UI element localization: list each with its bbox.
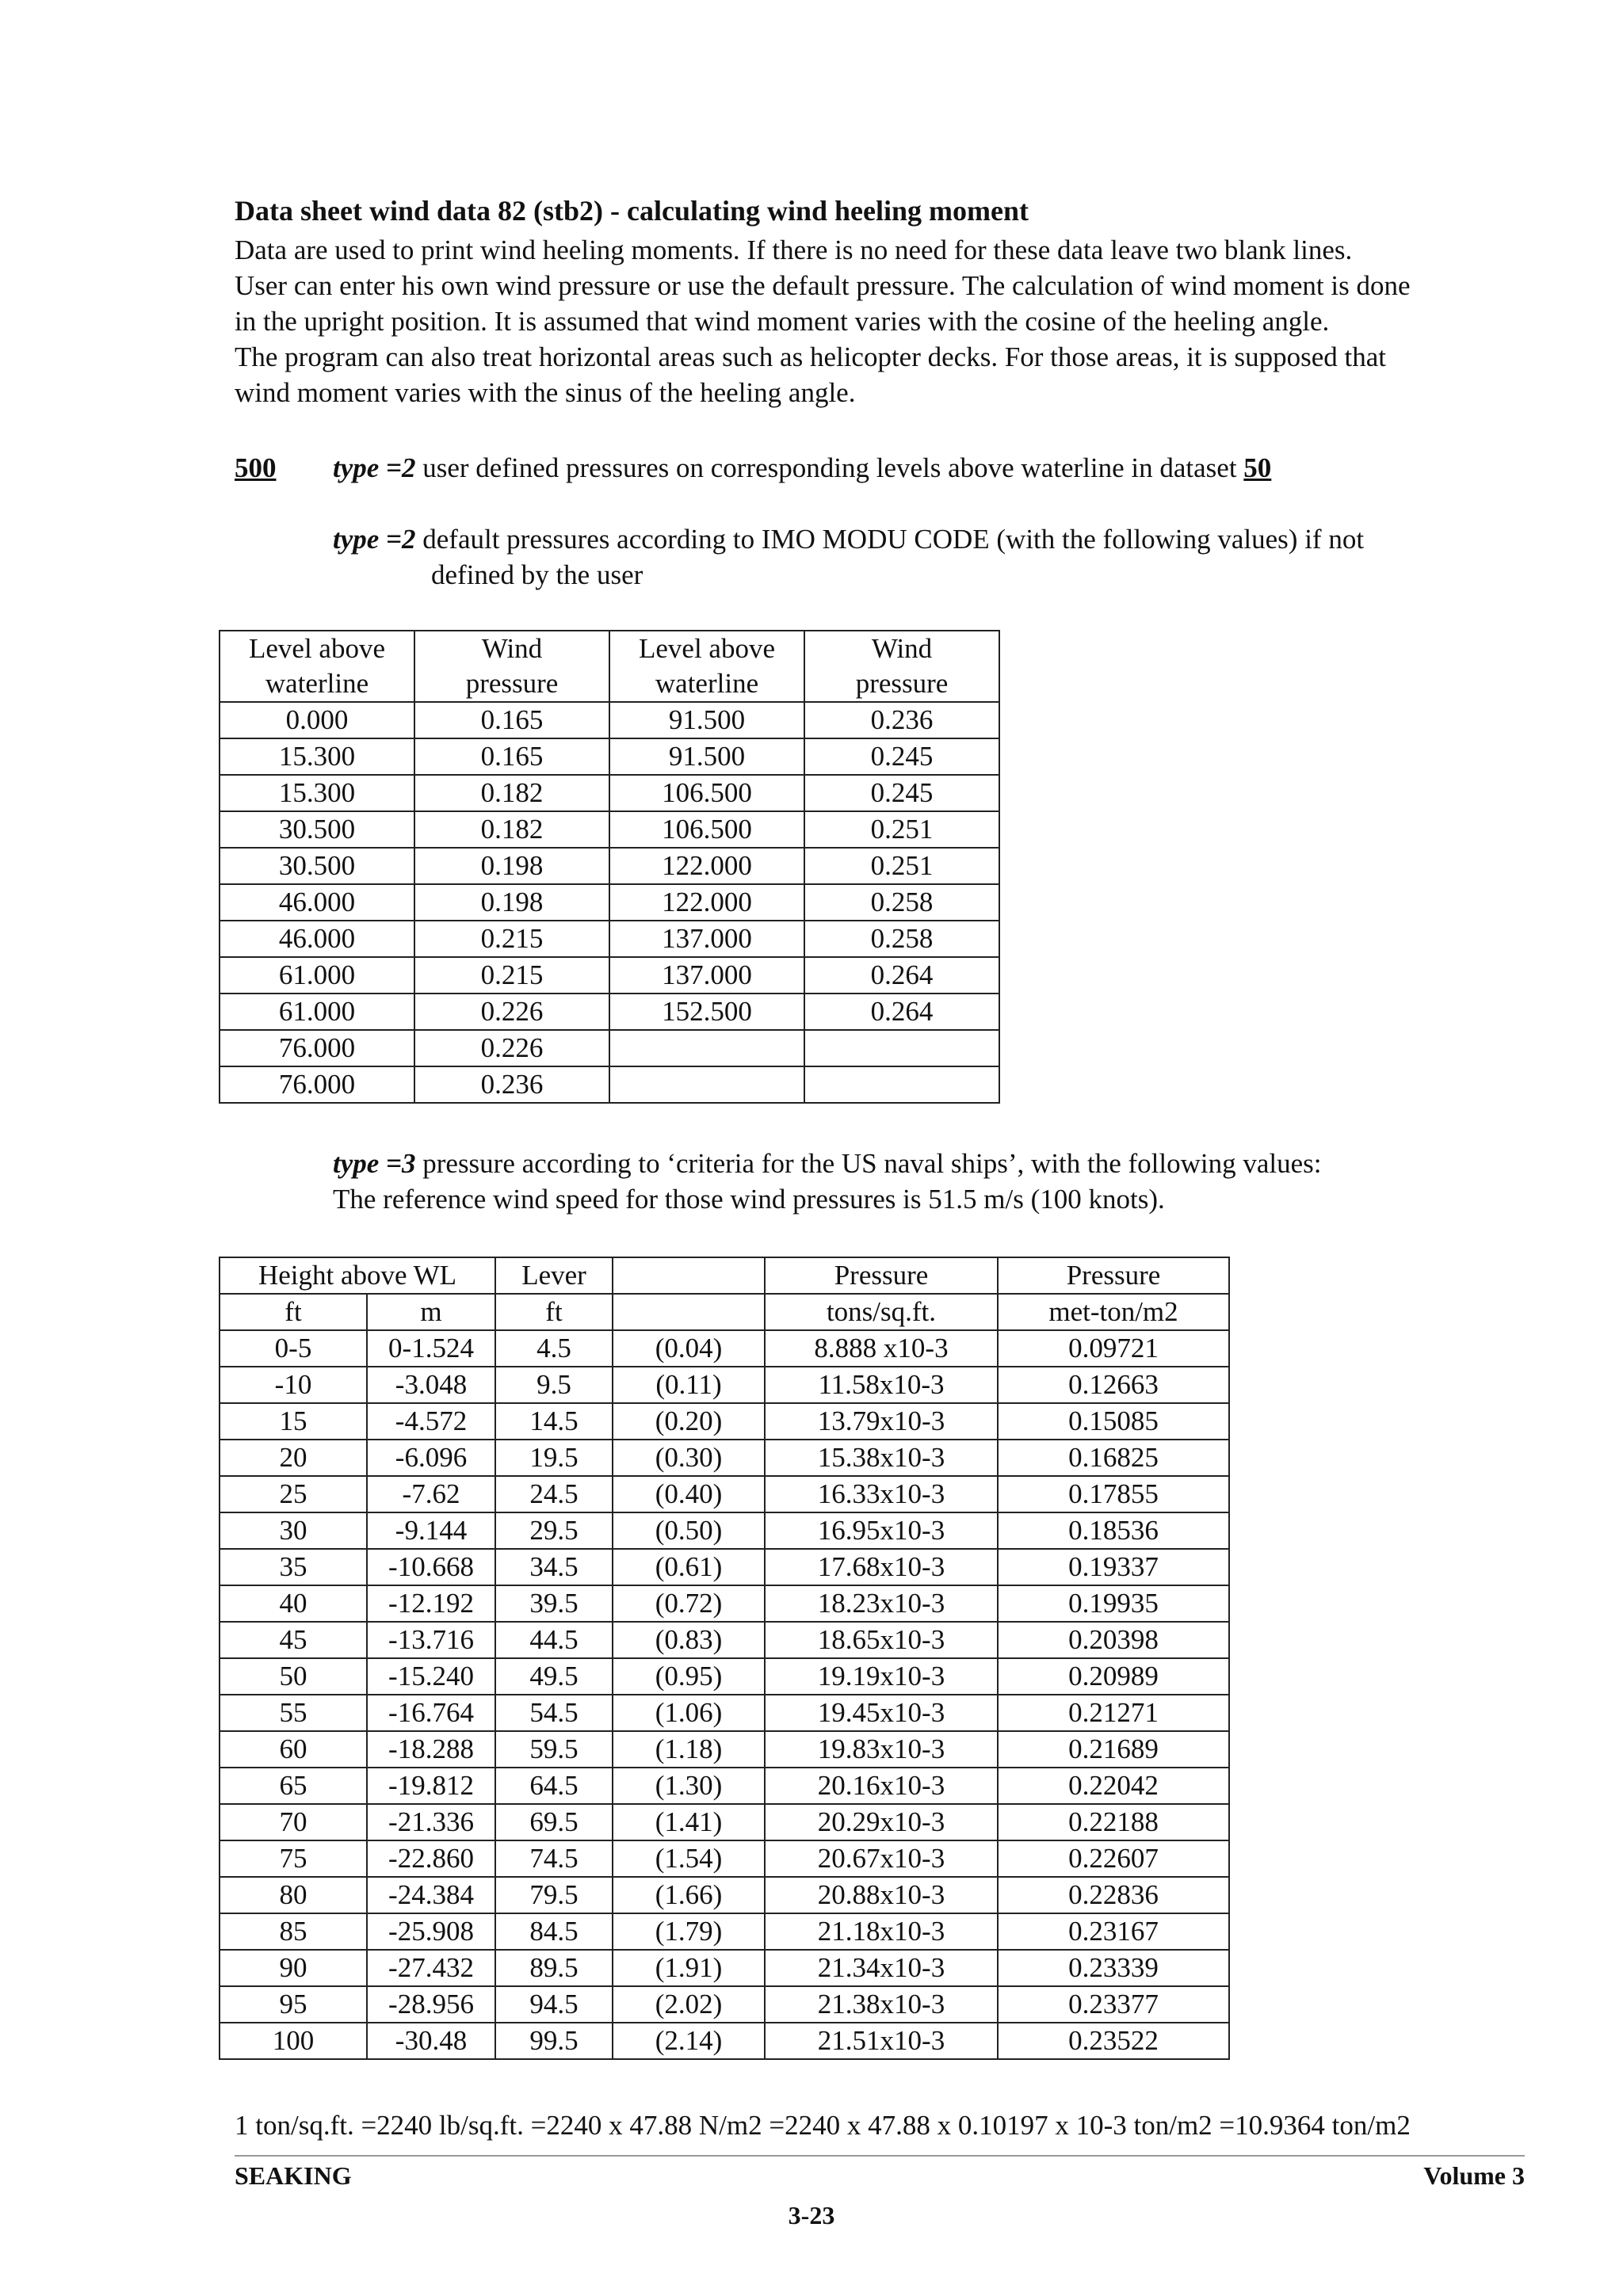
table-cell: 16.95x10-3 — [765, 1512, 998, 1549]
intro-line: in the upright position. It is assumed that wind moment varies with the cosine of the heeling angle. — [235, 306, 1330, 337]
table-cell: 99.5 — [495, 2023, 613, 2059]
table-cell: -6.096 — [367, 1440, 495, 1476]
table-cell: 89.5 — [495, 1950, 613, 1986]
table-cell: 18.23x10-3 — [765, 1585, 998, 1622]
table-cell: -7.62 — [367, 1476, 495, 1512]
table-cell: 30.500 — [220, 811, 414, 848]
table-cell: 122.000 — [609, 884, 804, 921]
table-row — [220, 1440, 1229, 1476]
unit-conversion-note: 1 ton/sq.ft. =2240 lb/sq.ft. =2240 x 47.88 N/m2 =2240 x 47.88 x 0.10197 x 10-3 ton/m2 =10.9364 ton/m2 — [235, 2110, 1411, 2141]
intro-line: Data are used to print wind heeling moments. If there is no need for these data leave two blank lines. — [235, 235, 1353, 265]
type3-text: pressure according to ‘criteria for the US naval ships’, with the following values: — [415, 1148, 1322, 1179]
table-cell: 59.5 — [495, 1731, 613, 1768]
footer-product-name: SEAKING — [235, 2161, 352, 2190]
table-cell: 91.500 — [609, 702, 804, 738]
table-cell: 122.000 — [609, 848, 804, 884]
table-cell: 61.000 — [220, 994, 414, 1030]
table-row — [220, 811, 999, 848]
table-cell: 49.5 — [495, 1658, 613, 1695]
table-cell: 0-1.524 — [367, 1330, 495, 1367]
type-label: type =2 — [333, 524, 416, 555]
table-row — [220, 1367, 1229, 1403]
table-cell: 137.000 — [609, 921, 804, 957]
table-cell: 11.58x10-3 — [765, 1367, 998, 1403]
table-header-cell — [804, 631, 999, 702]
table-row — [220, 1658, 1229, 1695]
table-cell: 0.19935 — [998, 1585, 1229, 1622]
table-row — [220, 1403, 1229, 1440]
reference-speed-text: The reference wind speed for those wind pressures is 51.5 m/s (100 knots). — [333, 1184, 1165, 1215]
table-cell: 0.16825 — [998, 1440, 1229, 1476]
table-cell: 21.34x10-3 — [765, 1950, 998, 1986]
table-cell: 40 — [220, 1585, 367, 1622]
table-cell: 20 — [220, 1440, 367, 1476]
table-cell: 0.22607 — [998, 1840, 1229, 1877]
table-cell: 0.258 — [804, 884, 999, 921]
table-header-cell — [414, 631, 609, 702]
table-cell: 0.198 — [414, 848, 609, 884]
table-row — [220, 775, 999, 811]
table-cell: 21.38x10-3 — [765, 1986, 998, 2023]
table-cell: 95 — [220, 1986, 367, 2023]
table-cell: 76.000 — [220, 1030, 414, 1066]
table-cell: 50 — [220, 1658, 367, 1695]
type2-text-continued: defined by the user — [431, 559, 643, 590]
table-cell: -10.668 — [367, 1549, 495, 1585]
table-cell: 0.245 — [804, 775, 999, 811]
table-cell: 44.5 — [495, 1622, 613, 1658]
table-cell: -21.336 — [367, 1804, 495, 1840]
header-line: waterline — [655, 668, 759, 699]
table-header-cell: m — [367, 1294, 495, 1330]
table-cell: 0.251 — [804, 848, 999, 884]
table-cell: (0.04) — [613, 1330, 765, 1367]
table-cell: 0.23167 — [998, 1913, 1229, 1950]
table-cell: (2.14) — [613, 2023, 765, 2059]
table-cell: -30.48 — [367, 2023, 495, 2059]
table-cell: 0.165 — [414, 738, 609, 775]
table-row — [220, 1804, 1229, 1840]
type-label: type =2 — [333, 452, 416, 483]
table-cell: 0.22042 — [998, 1768, 1229, 1804]
type3-block — [333, 1146, 1322, 1217]
table-cell: 15.300 — [220, 775, 414, 811]
table-row — [220, 1476, 1229, 1512]
table-row — [220, 1330, 1229, 1367]
table-cell: 30.500 — [220, 848, 414, 884]
table-row — [220, 1731, 1229, 1768]
table-cell: (0.83) — [613, 1622, 765, 1658]
table-cell: 70 — [220, 1804, 367, 1840]
table-cell: 0.165 — [414, 702, 609, 738]
table-cell: -4.572 — [367, 1403, 495, 1440]
table-row — [220, 1986, 1229, 2023]
table-cell: 85 — [220, 1913, 367, 1950]
table-header-cell — [609, 631, 804, 702]
table-cell: 35 — [220, 1549, 367, 1585]
table-cell: (0.20) — [613, 1403, 765, 1440]
table-cell: 19.19x10-3 — [765, 1658, 998, 1695]
table-row — [220, 957, 999, 994]
table-cell: 0.236 — [804, 702, 999, 738]
table-cell: 0.20989 — [998, 1658, 1229, 1695]
table-cell: 46.000 — [220, 884, 414, 921]
table-cell: 65 — [220, 1768, 367, 1804]
header-line: Level above — [639, 633, 775, 664]
table-cell: -13.716 — [367, 1622, 495, 1658]
table-cell: 14.5 — [495, 1403, 613, 1440]
table-cell: 90 — [220, 1950, 367, 1986]
table-cell: (1.18) — [613, 1731, 765, 1768]
table-header-row — [220, 1294, 1229, 1330]
table-cell: 84.5 — [495, 1913, 613, 1950]
table-row — [220, 1877, 1229, 1913]
table-cell: 0.20398 — [998, 1622, 1229, 1658]
table-cell: 0.245 — [804, 738, 999, 775]
table-row — [220, 1950, 1229, 1986]
table-cell: 106.500 — [609, 811, 804, 848]
table-cell: 19.45x10-3 — [765, 1695, 998, 1731]
table-cell: -16.764 — [367, 1695, 495, 1731]
table-cell: 15.300 — [220, 738, 414, 775]
table-cell — [609, 1030, 804, 1066]
table-row — [220, 738, 999, 775]
table-cell: (0.61) — [613, 1549, 765, 1585]
table-cell: (0.40) — [613, 1476, 765, 1512]
table-header-cell: Lever — [495, 1257, 613, 1294]
table-cell: 55 — [220, 1695, 367, 1731]
imo-pressure-table — [219, 630, 1000, 1104]
table-cell: 8.888 x10-3 — [765, 1330, 998, 1367]
table-cell: 45 — [220, 1622, 367, 1658]
table-cell: 21.51x10-3 — [765, 2023, 998, 2059]
table-cell: 24.5 — [495, 1476, 613, 1512]
table-row — [220, 702, 999, 738]
table-cell — [609, 1066, 804, 1103]
table-cell: 0.09721 — [998, 1330, 1229, 1367]
table-row — [220, 884, 999, 921]
table-cell: 19.83x10-3 — [765, 1731, 998, 1768]
table-cell: (1.30) — [613, 1768, 765, 1804]
table-row — [220, 1695, 1229, 1731]
table-row — [220, 1066, 999, 1103]
table-cell: 91.500 — [609, 738, 804, 775]
table-cell: 34.5 — [495, 1549, 613, 1585]
header-line: Wind — [871, 633, 933, 664]
table-row — [220, 2023, 1229, 2059]
table-row — [220, 1512, 1229, 1549]
table-cell: 0.22188 — [998, 1804, 1229, 1840]
table-cell: 75 — [220, 1840, 367, 1877]
type2-default-block — [333, 521, 1364, 593]
table-cell: 20.88x10-3 — [765, 1877, 998, 1913]
intro-line: The program can also treat horizontal areas such as helicopter decks. For those areas, it is supposed that — [235, 341, 1386, 372]
page-number: 3-23 — [788, 2201, 835, 2229]
table-cell: 79.5 — [495, 1877, 613, 1913]
table-cell: 61.000 — [220, 957, 414, 994]
table-row — [220, 994, 999, 1030]
table-cell: 0.21689 — [998, 1731, 1229, 1768]
footer-volume: Volume 3 — [1423, 2161, 1525, 2190]
table-cell: -25.908 — [367, 1913, 495, 1950]
table-cell: (0.11) — [613, 1367, 765, 1403]
table-cell: 18.65x10-3 — [765, 1622, 998, 1658]
table-cell: 20.67x10-3 — [765, 1840, 998, 1877]
header-line: Level above — [249, 633, 385, 664]
table-row — [220, 1768, 1229, 1804]
type2-text: default pressures according to IMO MODU CODE (with the following values) if not — [415, 524, 1365, 555]
table-cell: 20.29x10-3 — [765, 1804, 998, 1840]
table-cell: (1.66) — [613, 1877, 765, 1913]
table-header-cell: ft — [220, 1294, 367, 1330]
table-cell: (1.79) — [613, 1913, 765, 1950]
table-cell: 0.226 — [414, 1030, 609, 1066]
table-header-cell: Pressure — [765, 1257, 998, 1294]
table-cell: (2.02) — [613, 1986, 765, 2023]
table-header-row — [220, 631, 999, 702]
table-row — [220, 1622, 1229, 1658]
table-cell — [804, 1030, 999, 1066]
table-cell: 74.5 — [495, 1840, 613, 1877]
table-cell: 21.18x10-3 — [765, 1913, 998, 1950]
table-cell: 69.5 — [495, 1804, 613, 1840]
intro-line: wind moment varies with the sinus of the heeling angle. — [235, 377, 856, 408]
page-title: Data sheet wind data 82 (stb2) - calculating wind heeling moment — [235, 195, 1029, 227]
table-row — [220, 848, 999, 884]
table-cell: 64.5 — [495, 1768, 613, 1804]
table-header-cell: Pressure — [998, 1257, 1229, 1294]
table-cell: (1.06) — [613, 1695, 765, 1731]
table-cell: (0.50) — [613, 1512, 765, 1549]
table-cell: 0.251 — [804, 811, 999, 848]
table-cell: -24.384 — [367, 1877, 495, 1913]
table-cell: 25 — [220, 1476, 367, 1512]
table-cell: (0.30) — [613, 1440, 765, 1476]
table-cell: 0.226 — [414, 994, 609, 1030]
table-cell: 39.5 — [495, 1585, 613, 1622]
table-row — [220, 1030, 999, 1066]
table-cell: 152.500 — [609, 994, 804, 1030]
table-cell — [804, 1066, 999, 1103]
table-cell: 106.500 — [609, 775, 804, 811]
table-cell: 16.33x10-3 — [765, 1476, 998, 1512]
table-cell: (0.72) — [613, 1585, 765, 1622]
table-cell: 0.12663 — [998, 1367, 1229, 1403]
table-cell: 0.264 — [804, 957, 999, 994]
table-cell: 0.198 — [414, 884, 609, 921]
table-cell: 94.5 — [495, 1986, 613, 2023]
header-line: pressure — [855, 668, 949, 699]
us-naval-pressure-table — [219, 1257, 1230, 2060]
table-cell: 0.19337 — [998, 1549, 1229, 1585]
table-cell: 0.23522 — [998, 2023, 1229, 2059]
table-cell: 29.5 — [495, 1512, 613, 1549]
table-header-cell — [613, 1257, 765, 1294]
table-cell: (1.91) — [613, 1950, 765, 1986]
table-row — [220, 1913, 1229, 1950]
table-row — [220, 1585, 1229, 1622]
table-header-cell — [613, 1294, 765, 1330]
table-cell: (0.95) — [613, 1658, 765, 1695]
header-line: Wind — [481, 633, 543, 664]
table-cell: 13.79x10-3 — [765, 1403, 998, 1440]
table-cell: -12.192 — [367, 1585, 495, 1622]
table-row — [220, 921, 999, 957]
table-cell: 76.000 — [220, 1066, 414, 1103]
table-cell: (1.54) — [613, 1840, 765, 1877]
table-cell: 17.68x10-3 — [765, 1549, 998, 1585]
table-header-cell: ft — [495, 1294, 613, 1330]
table-cell: 0.258 — [804, 921, 999, 957]
header-line: waterline — [265, 668, 369, 699]
table-cell: -15.240 — [367, 1658, 495, 1695]
table-cell: 0-5 — [220, 1330, 367, 1367]
table-cell: 0.23339 — [998, 1950, 1229, 1986]
table-header-cell — [220, 631, 414, 702]
table-cell: 0.22836 — [998, 1877, 1229, 1913]
table-row — [220, 1840, 1229, 1877]
table-cell: -19.812 — [367, 1768, 495, 1804]
table-cell: -10 — [220, 1367, 367, 1403]
type-label: type =3 — [333, 1148, 416, 1179]
section-number: 500 — [235, 452, 277, 483]
table-cell: 0.23377 — [998, 1986, 1229, 2023]
intro-line: User can enter his own wind pressure or use the default pressure. The calculation of wind moment is done — [235, 270, 1411, 301]
table-cell: 4.5 — [495, 1330, 613, 1367]
table-cell: 0.15085 — [998, 1403, 1229, 1440]
table-cell: (1.41) — [613, 1804, 765, 1840]
table-cell: 20.16x10-3 — [765, 1768, 998, 1804]
table-header-cell: Height above WL — [220, 1257, 495, 1294]
table-cell: 19.5 — [495, 1440, 613, 1476]
table-header-row — [220, 1257, 1229, 1294]
table-header-cell: tons/sq.ft. — [765, 1294, 998, 1330]
table-cell: 0.17855 — [998, 1476, 1229, 1512]
table-cell: 80 — [220, 1877, 367, 1913]
table-cell: -9.144 — [367, 1512, 495, 1549]
table-cell: 0.236 — [414, 1066, 609, 1103]
table-cell: 15 — [220, 1403, 367, 1440]
table-cell: 0.264 — [804, 994, 999, 1030]
table-cell: 15.38x10-3 — [765, 1440, 998, 1476]
dataset-ref: 50 — [1243, 452, 1272, 483]
table-cell: 137.000 — [609, 957, 804, 994]
table-row — [220, 1549, 1229, 1585]
table-cell: -3.048 — [367, 1367, 495, 1403]
table-cell: 9.5 — [495, 1367, 613, 1403]
table-cell: -22.860 — [367, 1840, 495, 1877]
table-cell: 0.215 — [414, 921, 609, 957]
section-500 — [235, 450, 1271, 486]
table-cell: 0.215 — [414, 957, 609, 994]
table-cell: 0.000 — [220, 702, 414, 738]
header-line: pressure — [465, 668, 559, 699]
footer-divider — [235, 2155, 1525, 2157]
table-cell: -18.288 — [367, 1731, 495, 1768]
table-cell: -28.956 — [367, 1986, 495, 2023]
table-cell: 30 — [220, 1512, 367, 1549]
table-header-cell: met-ton/m2 — [998, 1294, 1229, 1330]
intro-paragraph — [235, 232, 1550, 410]
table-cell: 100 — [220, 2023, 367, 2059]
table-cell: 46.000 — [220, 921, 414, 957]
table-cell: -27.432 — [367, 1950, 495, 1986]
table-cell: 60 — [220, 1731, 367, 1768]
section-text: user defined pressures on corresponding levels above waterline in dataset — [415, 452, 1244, 483]
table-cell: 54.5 — [495, 1695, 613, 1731]
table-cell: 0.182 — [414, 775, 609, 811]
table-cell: 0.18536 — [998, 1512, 1229, 1549]
table-cell: 0.21271 — [998, 1695, 1229, 1731]
table-cell: 0.182 — [414, 811, 609, 848]
